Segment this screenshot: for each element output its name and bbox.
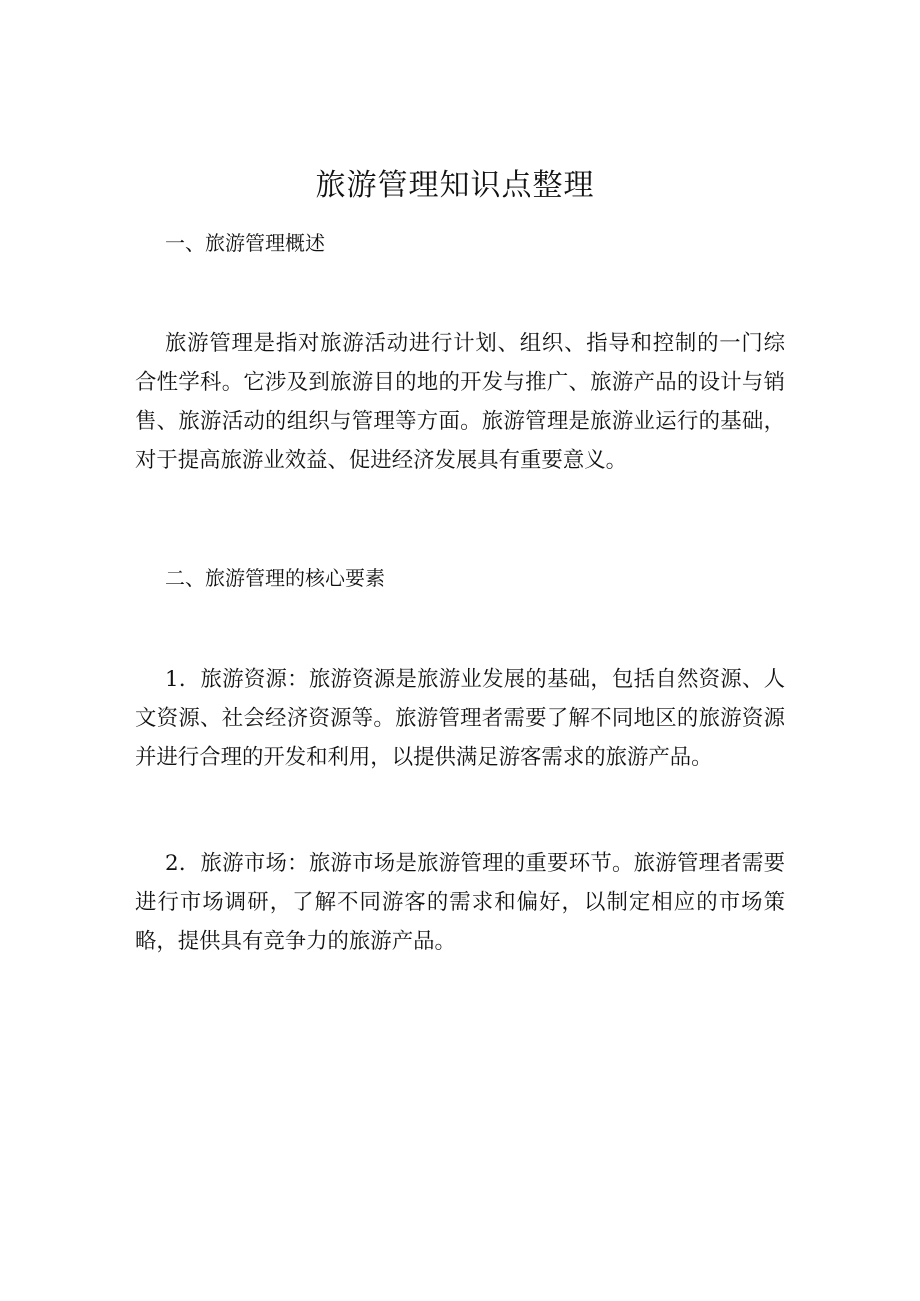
- paragraph-overview: 旅游管理是指对旅游活动进行计划、组织、指导和控制的一门综合性学科。它涉及到旅游目的地的开发与推广、旅游产品的设计与销售、旅游活动的组织与管理等方面。旅游管理是旅游业运行的基础，对于提高旅游业效益、促进经济发展具有重要意义。: [135, 331, 785, 473]
- paragraph-tourism-resources: 1．旅游资源：旅游资源是旅游业发展的基础，包括自然资源、人文资源、社会经济资源等。旅游管理者需要了解不同地区的旅游资源并进行合理的开发和利用，以提供满足游客需求的旅游产品。: [135, 667, 785, 770]
- paragraph-tourism-market: 2．旅游市场：旅游市场是旅游管理的重要环节。旅游管理者需要进行市场调研，了解不同游客的需求和偏好，以制定相应的市场策略，提供具有竞争力的旅游产品。: [135, 851, 785, 954]
- section-heading-overview: 一、旅游管理概述: [165, 231, 325, 255]
- section-heading-core-elements: 二、旅游管理的核心要素: [165, 566, 385, 590]
- document-title: 旅游管理知识点整理: [315, 168, 595, 203]
